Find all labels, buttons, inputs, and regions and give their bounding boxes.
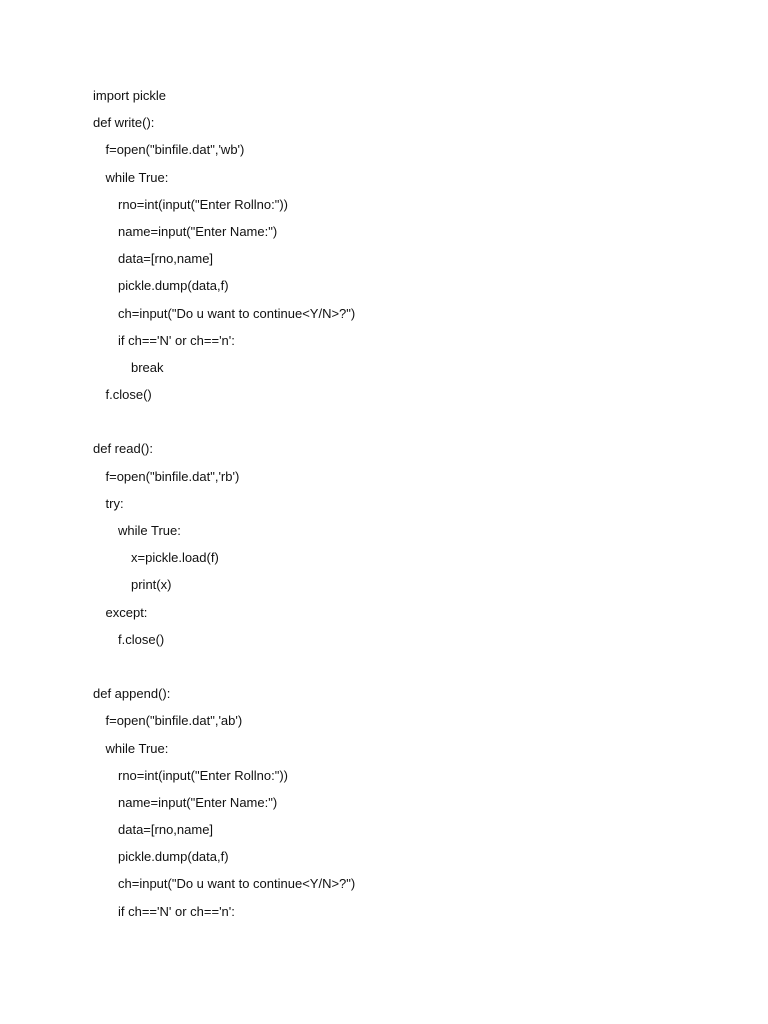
code-line: print(x) bbox=[131, 577, 172, 593]
code-line: f=open("binfile.dat",'wb') bbox=[105, 142, 245, 158]
code-line: while True: bbox=[118, 523, 181, 538]
code-line: data=[rno,name] bbox=[118, 822, 214, 838]
code-line: name=input("Enter Name:") bbox=[118, 794, 278, 810]
code-line: def write(): bbox=[93, 115, 155, 131]
code-line: while True: bbox=[105, 740, 169, 756]
code-line: rno=int(input("Enter Rollno:")) bbox=[118, 196, 288, 212]
code-line: if ch=='N' or ch=='n': bbox=[118, 332, 235, 348]
code-line: data=[rno,name] bbox=[118, 251, 214, 267]
code-line: pickle.dump(data,f) bbox=[118, 849, 229, 865]
code-line: import pickle bbox=[93, 88, 166, 103]
code-line: while True: bbox=[105, 169, 169, 185]
code-line: break bbox=[131, 359, 164, 375]
blank-line bbox=[93, 408, 355, 435]
code-line: def read(): bbox=[93, 441, 153, 457]
code-line: name=input("Enter Name:") bbox=[118, 223, 278, 239]
code-line: f.close() bbox=[105, 387, 152, 403]
code-line: x=pickle.load(f) bbox=[131, 550, 219, 566]
blank-line bbox=[93, 653, 355, 680]
code-line: pickle.dump(data,f) bbox=[118, 278, 229, 294]
code-line: rno=int(input("Enter Rollno:")) bbox=[118, 767, 288, 783]
code-line: ch=input("Do u want to continue<Y/N>?") bbox=[118, 305, 356, 321]
code-line: try: bbox=[105, 495, 124, 511]
code-line: def append(): bbox=[93, 686, 171, 702]
code-line: f.close() bbox=[118, 631, 165, 647]
code-block bbox=[93, 82, 355, 925]
code-line: except: bbox=[105, 604, 148, 620]
code-line: ch=input("Do u want to continue<Y/N>?") bbox=[118, 876, 356, 892]
code-line: f=open("binfile.dat",'ab') bbox=[105, 713, 243, 729]
code-line: f=open("binfile.dat",'rb') bbox=[105, 468, 240, 484]
code-line: if ch=='N' or ch=='n': bbox=[118, 903, 235, 919]
